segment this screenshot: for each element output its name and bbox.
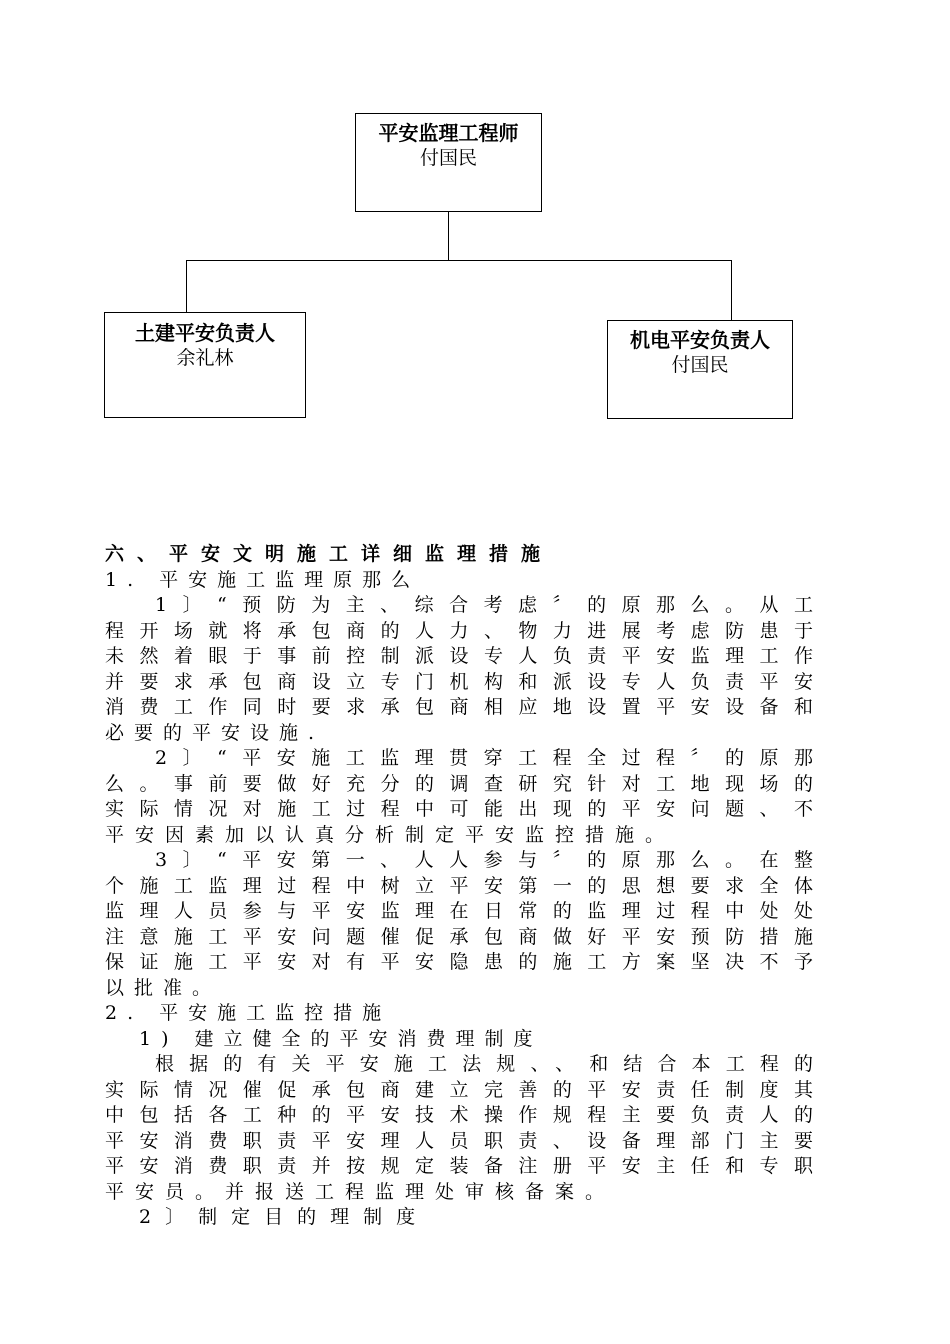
paragraph-line: 实际情况催促承包商建立完善的平安责任制度其: [105, 1078, 813, 1101]
paragraph-line: 中包括各工种的平安技术操作规程主要负责人的: [105, 1104, 813, 1126]
paragraph-line: 程开场就将承包商的人力、物力进展考虑防患于: [105, 619, 813, 642]
paragraph-line: 保证施工平安对有平安隐患的施工方案坚决不予: [105, 951, 813, 973]
paragraph-line: 未然着眼于事前控制派设专人负责平安监理工作: [105, 645, 813, 667]
paragraph-line: 个施工监理过程中树立平安第一的思想要求全体: [105, 874, 813, 897]
org-connector-vertical-left: [186, 260, 187, 312]
subsection-heading: 2. 平安施工监控措施: [105, 1002, 392, 1024]
paragraph-line: 平安消费职责平安理人员职责、设备理部门主要: [105, 1129, 813, 1152]
paragraph-line: 监理人员参与平安监理在日常的监理过程中处处: [105, 900, 813, 922]
paragraph-line: 注意施工平安问题催促承包商做好平安预防措施: [105, 925, 813, 948]
paragraph-line: 么。事前要做好充分的调查研究针对工地现场的: [105, 772, 813, 795]
org-box-top: [355, 113, 542, 212]
org-person-right: 付国民: [671, 354, 729, 376]
org-connector-vertical-top: [448, 212, 449, 261]
org-connector-vertical-right: [731, 260, 732, 320]
org-box-right: [607, 320, 793, 419]
paragraph-line: 2〕“平安施工监理贯穿工程全过程〞的原那: [155, 747, 813, 769]
paragraph-line: 3〕“平安第一、人人参与〞的原那么。在整: [155, 849, 813, 871]
paragraph-line: 必要的平安设施.: [105, 721, 325, 744]
org-role-left: 土建平安负责人: [135, 321, 275, 345]
paragraph-line: 以批准。: [105, 976, 222, 999]
paragraph-line: 平安员。并报送工程监理处审核备案。: [105, 1180, 616, 1203]
item-heading: 1) 建立健全的平安消费理制度: [139, 1027, 543, 1050]
subsection-heading: 1. 平安施工监理原那么: [105, 568, 421, 591]
paragraph-line: 平安消费职责并按规定装备注册平安主任和专职: [105, 1155, 813, 1177]
paragraph-line: 实际情况对施工过程中可能出现的平安问题、不: [105, 798, 813, 820]
org-box-left: [104, 312, 306, 418]
paragraph-line: 根据的有关平安施工法规、、和结合本工程的: [155, 1053, 813, 1075]
paragraph-line: 1〕“预防为主、综合考虑〞的原那么。从工: [155, 594, 813, 616]
paragraph-line: 消费工作同时要求承包商相应地设置平安设备和: [105, 696, 813, 718]
org-connector-horizontal: [186, 260, 732, 261]
org-role-top: 平安监理工程师: [378, 121, 519, 145]
document-body: [105, 542, 813, 1231]
item-heading: 2〕制定目的理制度: [139, 1206, 430, 1228]
paragraph-line: 平安因素加以认真分析制定平安监控措施。: [105, 823, 676, 846]
org-person-left: 余礼林: [176, 347, 234, 369]
org-person-top: 付国民: [419, 147, 477, 169]
paragraph-line: 并要求承包商设立专门机构和派设专人负责平安: [105, 670, 813, 693]
section-heading: 六、平安文明施工详细监理措施: [105, 543, 554, 565]
org-role-right: 机电平安负责人: [630, 328, 770, 352]
